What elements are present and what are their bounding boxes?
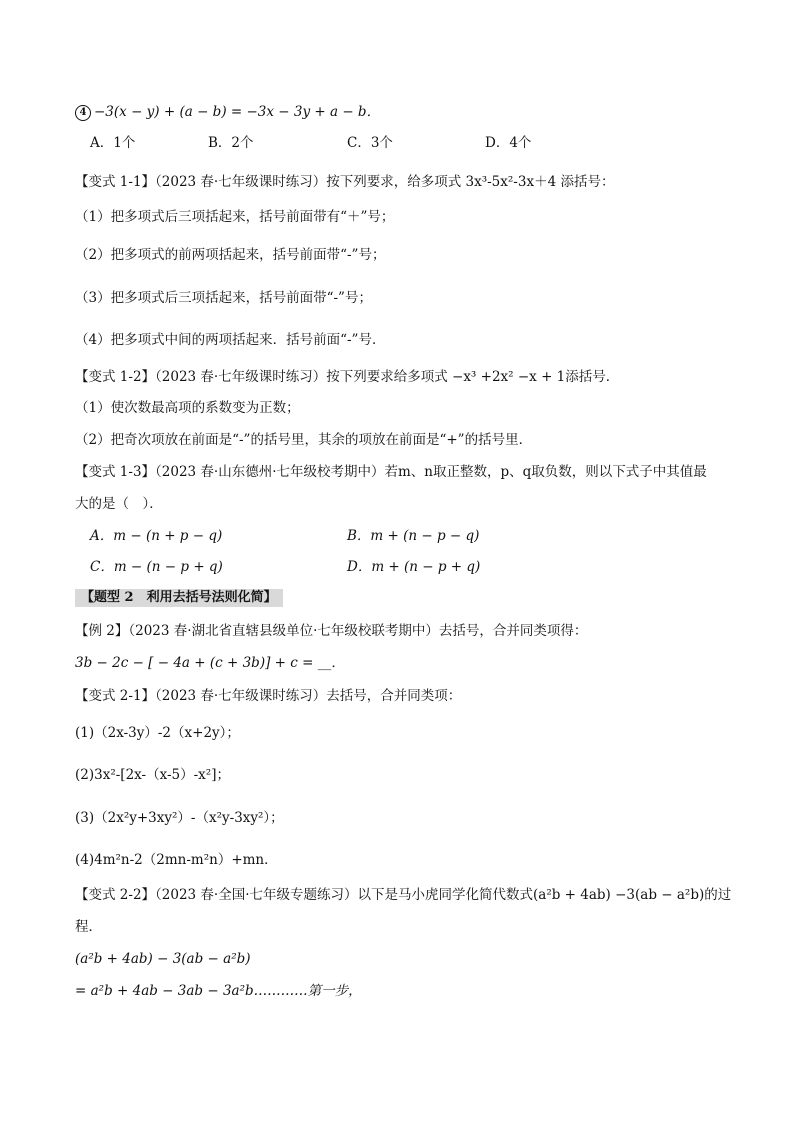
- section-2-title: 【题型 2 利用去括号法则化简】: [75, 589, 283, 607]
- variant-1-1-item-2: （2）把多项式的前两项括起来，括号前面带“-”号；: [75, 247, 386, 263]
- variant-1-2-heading: 【变式 1-2】（2023 春·七年级课时练习）按下列要求给多项式 −x³ +2x² −x + 1添括号．: [75, 369, 620, 385]
- variant-2-1-item-1: (1)（2x-3y）-2（x+2y）；: [75, 725, 240, 741]
- variant-1-3-heading-cont: 大的是（ ）．: [75, 496, 163, 512]
- variant-1-1-item-3: （3）把多项式后三项括起来，括号前面带“-”号；: [75, 290, 372, 306]
- example-2-expression: 3b − 2c − [ − 4a + (c + 3b)] + c = __．: [75, 655, 345, 671]
- option-c: C．m − (n − p + q): [90, 559, 223, 575]
- variant-2-1-item-3: (3)（2x²y+3xy²）-（x²y-3xy²）；: [75, 810, 284, 826]
- variant-2-2-step-1: = a²b + 4ab − 3ab − 3a²b…………第一步，: [75, 983, 362, 999]
- option-d: D．4个: [485, 135, 532, 151]
- variant-1-3-heading: 【变式 1-3】（2023 春·山东德州·七年级校考期中）若m、n取正整数，p、q取负数，则以下式子中其值最: [75, 464, 707, 480]
- variant-2-1-item-4: (4)4m²n-2（2mn-m²n）+mn．: [75, 852, 278, 868]
- variant-1-1-item-4: （4）把多项式中间的两项括起来．括号前面“-”号．: [75, 332, 386, 348]
- example-2-heading: 【例 2】（2023 春·湖北省直辖县级单位·七年级校联考期中）去括号，合并同类项得：: [75, 623, 588, 639]
- variant-1-3-options-row-1: [75, 526, 754, 546]
- variant-2-2-heading: 【变式 2-2】（2023 春·全国·七年级专题练习）以下是马小虎同学化简代数式(a²b + 4ab) −3(ab − a²b)的过: [75, 887, 732, 903]
- question-4: [75, 102, 754, 122]
- circled-number: 4: [75, 105, 91, 121]
- option-a: A．1个: [90, 135, 136, 151]
- variant-1-1-heading: 【变式 1-1】（2023 春·七年级课时练习）按下列要求，给多项式 3x³-5x²-3x＋4 添括号：: [75, 174, 615, 190]
- variant-1-1-item-1: （1）把多项式后三项括起来，括号前面带有“＋”号；: [75, 209, 395, 225]
- options-row-1: [75, 133, 754, 153]
- option-c: C．3个: [347, 135, 393, 151]
- variant-1-2-item-2: （2）把奇次项放在前面是“-”的括号里，其余的项放在前面是“+”的括号里．: [75, 432, 533, 448]
- variant-2-2-heading-cont: 程．: [75, 919, 102, 935]
- option-d: D．m + (n − p + q): [347, 559, 481, 575]
- option-a: A．m − (n + p − q): [90, 528, 223, 544]
- variant-2-2-step-0: (a²b + 4ab) − 3(ab − a²b): [75, 951, 251, 967]
- variant-1-2-item-1: （1）使次数最高项的系数变为正数；: [75, 400, 300, 416]
- option-b: B．2个: [208, 135, 254, 151]
- variant-2-1-item-2: (2)3x²-[2x-（x-5）-x²]；: [75, 767, 230, 783]
- variant-1-3-options-row-2: [75, 557, 754, 577]
- question-4-expression: −3(x − y) + (a − b) = −3x − 3y + a − b．: [94, 104, 381, 120]
- variant-2-1-heading: 【变式 2-1】（2023 春·七年级课时练习）去括号，合并同类项：: [75, 688, 462, 704]
- option-b: B．m + (n − p − q): [347, 528, 480, 544]
